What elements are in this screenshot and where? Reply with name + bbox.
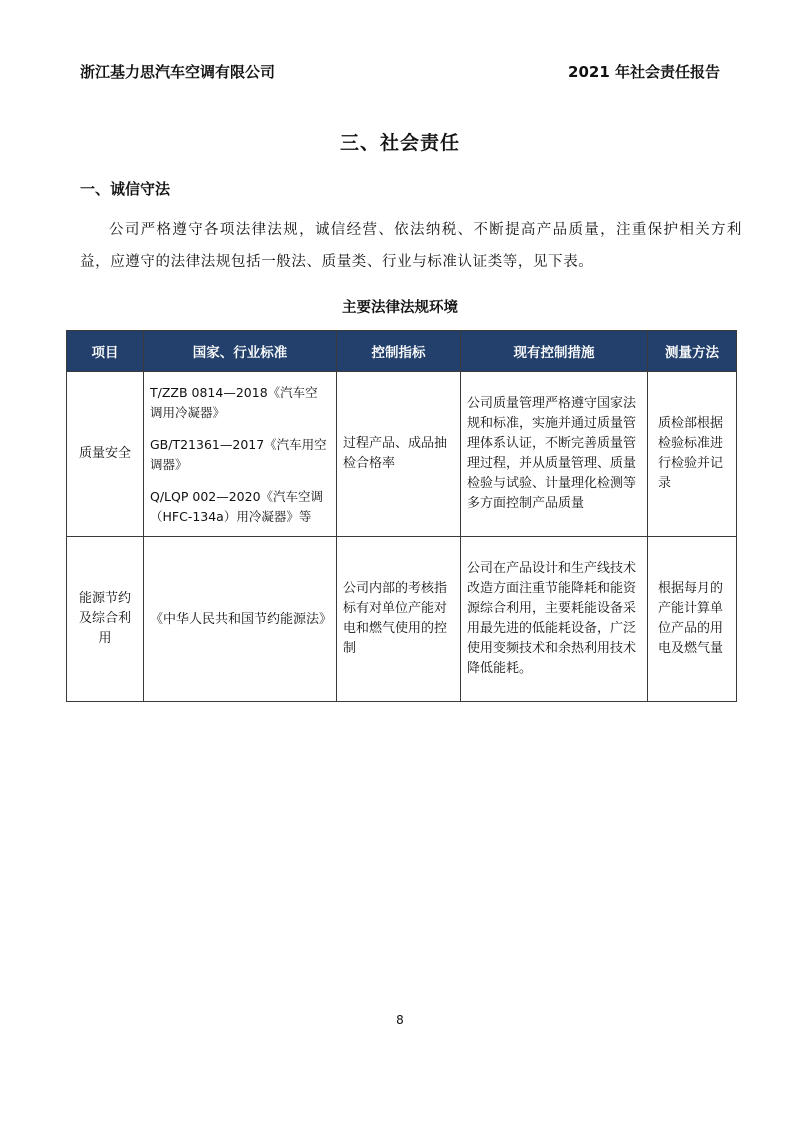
table-row xyxy=(67,537,737,702)
intro-paragraph: 公司严格遵守各项法律法规，诚信经营、依法纳税、不断提高产品质量，注重保护相关方利益，应遵守的法律法规包括一般法、质量类、行业与标准认证类等，见下表。 xyxy=(80,222,742,270)
row-measures: 公司在产品设计和生产线技术改造方面注重节能降耗和能资源综合利用，主要耗能设备采用最先进的低能耗设备，广泛使用变频技术和余热利用技术降低能耗。 xyxy=(461,537,648,702)
header-standards: 国家、行业标准 xyxy=(144,331,337,372)
row-indicator: 公司内部的考核指标有对单位产能对电和燃气使用的控制 xyxy=(337,537,461,702)
standard-line: GB/T21361—2017《汽车用空调器》 xyxy=(150,437,327,472)
header-method: 测量方法 xyxy=(648,331,737,372)
header-indicator: 控制指标 xyxy=(337,331,461,372)
section-heading: 一、诚信守法 xyxy=(80,180,171,198)
standard-line: Q/LQP 002—2020《汽车空调（HFC-134a）用冷凝器》等 xyxy=(150,489,324,524)
table-row xyxy=(67,372,737,537)
row-measures: 公司质量管理严格遵守国家法规和标准，实施并通过质量管理体系认证，不断完善质量管理过程，并从质量管理、质量检验与试验、计量理化检测等多方面控制产品质量 xyxy=(461,372,648,537)
page-header xyxy=(80,60,720,82)
row-standards xyxy=(144,372,337,537)
header-item: 项目 xyxy=(67,331,144,372)
header-measures: 现有控制措施 xyxy=(461,331,648,372)
standard-line: T/ZZB 0814—2018《汽车空调用冷凝器》 xyxy=(150,385,318,420)
report-title: 2021 年社会责任报告 xyxy=(568,62,720,81)
row-item: 质量安全 xyxy=(67,372,144,537)
row-standards xyxy=(144,537,337,702)
table-caption: 主要法律法规环境 xyxy=(342,300,458,316)
row-item: 能源节约及综合利用 xyxy=(67,537,144,702)
standard-line: 《中华人民共和国节约能源法》 xyxy=(150,612,333,627)
company-name: 浙江基力思汽车空调有限公司 xyxy=(80,62,276,81)
row-method: 质检部根据检验标准进行检验并记录 xyxy=(648,372,737,537)
page-title: 三、社会责任 xyxy=(339,132,460,154)
table-header-row xyxy=(67,331,737,372)
row-indicator: 过程产品、成品抽检合格率 xyxy=(337,372,461,537)
regulations-table xyxy=(66,330,737,702)
row-method: 根据每月的产能计算单位产品的用电及燃气量 xyxy=(648,537,737,702)
page-number: 8 xyxy=(396,1013,404,1027)
